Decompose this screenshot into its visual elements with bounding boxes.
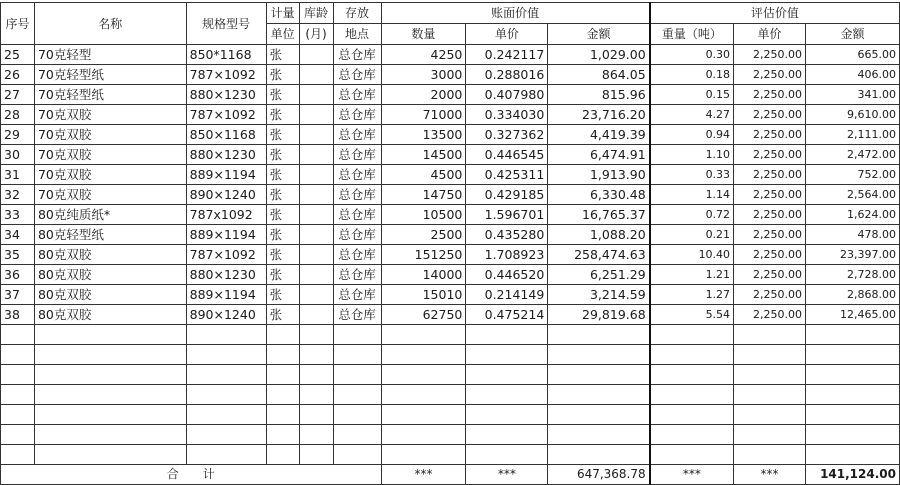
- empty-cell: [548, 365, 650, 385]
- cell-eval-weight: 0.15: [650, 85, 734, 105]
- total-eval-price: ***: [734, 465, 806, 485]
- empty-cell: [805, 405, 899, 425]
- cell-unit: 张: [266, 85, 299, 105]
- cell-seq: 38: [1, 305, 35, 325]
- cell-seq: 26: [1, 65, 35, 85]
- total-book-amount: 647,368.78: [548, 465, 650, 485]
- empty-cell: [1, 405, 35, 425]
- empty-cell: [381, 345, 466, 365]
- cell-eval-price: 2,250.00: [734, 185, 806, 205]
- empty-cell: [650, 365, 734, 385]
- col-header-book-price: 单价: [466, 24, 548, 45]
- cell-location: 总仓库: [333, 105, 381, 125]
- cell-book-price: 0.242117: [466, 45, 548, 65]
- col-header-unit-top: 计量: [266, 3, 299, 24]
- empty-cell: [466, 385, 548, 405]
- empty-row: [1, 325, 900, 345]
- cell-book-price: 1.708923: [466, 245, 548, 265]
- cell-book-amount: 6,330.48: [548, 185, 650, 205]
- col-header-eval-price: 单价: [734, 24, 806, 45]
- cell-age: [299, 45, 333, 65]
- empty-cell: [1, 325, 35, 345]
- cell-book-price: 0.288016: [466, 65, 548, 85]
- cell-unit: 张: [266, 285, 299, 305]
- cell-eval-price: 2,250.00: [734, 225, 806, 245]
- cell-book-price: 0.334030: [466, 105, 548, 125]
- table-row: [1, 285, 900, 305]
- col-header-age-bottom: (月): [299, 24, 333, 45]
- cell-eval-weight: 10.40: [650, 245, 734, 265]
- cell-eval-weight: 1.10: [650, 145, 734, 165]
- empty-cell: [466, 325, 548, 345]
- cell-age: [299, 105, 333, 125]
- cell-eval-amount: 2,868.00: [805, 285, 899, 305]
- empty-cell: [333, 365, 381, 385]
- cell-name: 70克双胶: [34, 105, 186, 125]
- empty-cell: [266, 425, 299, 445]
- cell-eval-price: 2,250.00: [734, 85, 806, 105]
- empty-cell: [186, 385, 266, 405]
- col-header-name: 名称: [34, 3, 186, 45]
- empty-row: [1, 425, 900, 445]
- cell-location: 总仓库: [333, 245, 381, 265]
- cell-location: 总仓库: [333, 125, 381, 145]
- cell-spec: 890×1240: [186, 185, 266, 205]
- empty-cell: [650, 425, 734, 445]
- empty-cell: [266, 405, 299, 425]
- cell-eval-weight: 1.21: [650, 265, 734, 285]
- cell-book-amount: 16,765.37: [548, 205, 650, 225]
- cell-book-amount: 815.96: [548, 85, 650, 105]
- cell-eval-price: 2,250.00: [734, 45, 806, 65]
- empty-cell: [34, 425, 186, 445]
- cell-eval-amount: 478.00: [805, 225, 899, 245]
- col-header-book-amount: 金额: [548, 24, 650, 45]
- table-row: [1, 185, 900, 205]
- empty-cell: [466, 425, 548, 445]
- cell-age: [299, 65, 333, 85]
- cell-seq: 28: [1, 105, 35, 125]
- cell-eval-weight: 0.72: [650, 205, 734, 225]
- cell-eval-price: 2,250.00: [734, 245, 806, 265]
- cell-spec: 880×1230: [186, 265, 266, 285]
- cell-eval-amount: 1,624.00: [805, 205, 899, 225]
- empty-cell: [734, 385, 806, 405]
- empty-cell: [805, 425, 899, 445]
- cell-eval-amount: 2,564.00: [805, 185, 899, 205]
- cell-book-amount: 6,251.29: [548, 265, 650, 285]
- cell-book-qty: 15010: [381, 285, 466, 305]
- cell-eval-weight: 5.54: [650, 305, 734, 325]
- total-book-price: ***: [466, 465, 548, 485]
- empty-cell: [466, 365, 548, 385]
- asset-evaluation-table: [0, 2, 900, 485]
- empty-cell: [734, 345, 806, 365]
- cell-age: [299, 245, 333, 265]
- cell-book-qty: 10500: [381, 205, 466, 225]
- cell-unit: 张: [266, 205, 299, 225]
- empty-cell: [650, 325, 734, 345]
- empty-cell: [548, 345, 650, 365]
- cell-age: [299, 145, 333, 165]
- cell-location: 总仓库: [333, 225, 381, 245]
- empty-cell: [548, 425, 650, 445]
- cell-eval-amount: 23,397.00: [805, 245, 899, 265]
- empty-cell: [299, 345, 333, 365]
- cell-seq: 31: [1, 165, 35, 185]
- cell-eval-amount: 9,610.00: [805, 105, 899, 125]
- cell-name: 80克纯质纸*: [34, 205, 186, 225]
- cell-book-amount: 1,088.20: [548, 225, 650, 245]
- table-row: [1, 205, 900, 225]
- empty-cell: [333, 425, 381, 445]
- empty-cell: [381, 325, 466, 345]
- cell-name: 80克双胶: [34, 265, 186, 285]
- cell-name: 70克双胶: [34, 125, 186, 145]
- cell-book-price: 0.446520: [466, 265, 548, 285]
- cell-age: [299, 85, 333, 105]
- empty-cell: [381, 405, 466, 425]
- empty-cell: [34, 385, 186, 405]
- cell-spec: 850*1168: [186, 45, 266, 65]
- cell-book-qty: 2000: [381, 85, 466, 105]
- table-row: [1, 125, 900, 145]
- empty-cell: [381, 385, 466, 405]
- cell-age: [299, 225, 333, 245]
- table-row: [1, 165, 900, 185]
- cell-book-qty: 62750: [381, 305, 466, 325]
- cell-seq: 37: [1, 285, 35, 305]
- cell-book-amount: 29,819.68: [548, 305, 650, 325]
- total-label: 合 计: [1, 465, 382, 485]
- cell-name: 70克轻型纸: [34, 85, 186, 105]
- cell-eval-amount: 2,472.00: [805, 145, 899, 165]
- empty-cell: [186, 425, 266, 445]
- cell-book-amount: 3,214.59: [548, 285, 650, 305]
- cell-book-price: 0.327362: [466, 125, 548, 145]
- cell-seq: 36: [1, 265, 35, 285]
- cell-book-qty: 3000: [381, 65, 466, 85]
- cell-spec: 787x1092: [186, 205, 266, 225]
- cell-seq: 32: [1, 185, 35, 205]
- cell-unit: 张: [266, 45, 299, 65]
- header-row-1: [1, 3, 900, 24]
- cell-eval-weight: 1.27: [650, 285, 734, 305]
- cell-seq: 30: [1, 145, 35, 165]
- cell-spec: 889×1194: [186, 285, 266, 305]
- cell-spec: 787×1092: [186, 65, 266, 85]
- cell-spec: 850×1168: [186, 125, 266, 145]
- cell-book-qty: 14500: [381, 145, 466, 165]
- table-row: [1, 45, 900, 65]
- cell-location: 总仓库: [333, 85, 381, 105]
- empty-cell: [266, 365, 299, 385]
- cell-unit: 张: [266, 145, 299, 165]
- cell-spec: 890×1240: [186, 305, 266, 325]
- empty-cell: [466, 345, 548, 365]
- cell-unit: 张: [266, 105, 299, 125]
- cell-eval-price: 2,250.00: [734, 65, 806, 85]
- cell-location: 总仓库: [333, 265, 381, 285]
- empty-cell: [186, 325, 266, 345]
- cell-unit: 张: [266, 225, 299, 245]
- total-book-qty: ***: [381, 465, 466, 485]
- col-header-eval-weight: 重量（吨）: [650, 24, 734, 45]
- cell-seq: 27: [1, 85, 35, 105]
- cell-book-qty: 13500: [381, 125, 466, 145]
- cell-eval-weight: 0.33: [650, 165, 734, 185]
- cell-age: [299, 185, 333, 205]
- empty-cell: [1, 365, 35, 385]
- cell-book-amount: 258,474.63: [548, 245, 650, 265]
- col-header-seq: 序号: [1, 3, 35, 45]
- table-row: [1, 145, 900, 165]
- empty-cell: [548, 325, 650, 345]
- col-header-book-value: 账面价值: [381, 3, 650, 24]
- cell-name: 70克轻型: [34, 45, 186, 65]
- empty-cell: [186, 345, 266, 365]
- cell-location: 总仓库: [333, 65, 381, 85]
- empty-cell: [186, 405, 266, 425]
- empty-cell: [266, 345, 299, 365]
- empty-cell: [186, 365, 266, 385]
- empty-cell: [734, 425, 806, 445]
- cell-eval-price: 2,250.00: [734, 165, 806, 185]
- cell-eval-price: 2,250.00: [734, 265, 806, 285]
- cell-eval-price: 2,250.00: [734, 125, 806, 145]
- empty-cell: [1, 425, 35, 445]
- cell-eval-amount: 752.00: [805, 165, 899, 185]
- cell-eval-weight: 0.21: [650, 225, 734, 245]
- cell-eval-amount: 665.00: [805, 45, 899, 65]
- cell-age: [299, 165, 333, 185]
- col-header-eval-value: 评估价值: [650, 3, 900, 24]
- cell-age: [299, 305, 333, 325]
- empty-cell: [266, 325, 299, 345]
- empty-cell: [299, 365, 333, 385]
- col-header-unit-bottom: 单位: [266, 24, 299, 45]
- cell-seq: 29: [1, 125, 35, 145]
- cell-seq: 33: [1, 205, 35, 225]
- cell-eval-amount: 341.00: [805, 85, 899, 105]
- cell-book-qty: 4500: [381, 165, 466, 185]
- table-row: [1, 105, 900, 125]
- empty-cell: [734, 325, 806, 345]
- cell-age: [299, 205, 333, 225]
- cell-eval-price: 2,250.00: [734, 285, 806, 305]
- empty-cell: [650, 385, 734, 405]
- col-header-spec: 规格型号: [186, 3, 266, 45]
- col-header-age-top: 库龄: [299, 3, 333, 24]
- cell-book-price: 1.596701: [466, 205, 548, 225]
- cell-age: [299, 265, 333, 285]
- cell-book-amount: 864.05: [548, 65, 650, 85]
- cell-eval-price: 2,250.00: [734, 105, 806, 125]
- cell-book-amount: 6,474.91: [548, 145, 650, 165]
- cell-eval-amount: 2,728.00: [805, 265, 899, 285]
- cell-location: 总仓库: [333, 205, 381, 225]
- cell-location: 总仓库: [333, 165, 381, 185]
- empty-cell: [34, 345, 186, 365]
- cell-name: 70克轻型纸: [34, 65, 186, 85]
- cell-name: 70克双胶: [34, 145, 186, 165]
- empty-cell: [299, 405, 333, 425]
- empty-cell: [1, 385, 35, 405]
- cell-seq: 34: [1, 225, 35, 245]
- empty-row: [1, 385, 900, 405]
- empty-cell: [734, 365, 806, 385]
- cell-book-price: 0.214149: [466, 285, 548, 305]
- cell-unit: 张: [266, 165, 299, 185]
- cell-unit: 张: [266, 125, 299, 145]
- table-row: [1, 225, 900, 245]
- cell-name: 80克双胶: [34, 285, 186, 305]
- table-row: [1, 65, 900, 85]
- cell-age: [299, 285, 333, 305]
- empty-cell: [805, 325, 899, 345]
- cell-eval-weight: 0.30: [650, 45, 734, 65]
- cell-spec: 787×1092: [186, 105, 266, 125]
- cell-eval-weight: 1.14: [650, 185, 734, 205]
- empty-cell: [34, 325, 186, 345]
- empty-cell: [34, 405, 186, 425]
- empty-cell: [299, 425, 333, 445]
- cell-book-qty: 71000: [381, 105, 466, 125]
- cell-location: 总仓库: [333, 285, 381, 305]
- cell-unit: 张: [266, 65, 299, 85]
- cell-spec: 880×1230: [186, 85, 266, 105]
- empty-cell: [333, 325, 381, 345]
- cell-book-price: 0.475214: [466, 305, 548, 325]
- empty-cell: [333, 345, 381, 365]
- cell-name: 70克双胶: [34, 185, 186, 205]
- cell-book-amount: 1,913.90: [548, 165, 650, 185]
- col-header-loc-top: 存放: [333, 3, 381, 24]
- cell-location: 总仓库: [333, 185, 381, 205]
- cell-eval-weight: 0.18: [650, 65, 734, 85]
- empty-cell: [333, 405, 381, 425]
- cell-seq: 35: [1, 245, 35, 265]
- empty-cell: [734, 405, 806, 425]
- col-header-loc-bottom: 地点: [333, 24, 381, 45]
- cell-book-qty: 2500: [381, 225, 466, 245]
- table-row: [1, 265, 900, 285]
- cell-name: 70克双胶: [34, 165, 186, 185]
- empty-row: [1, 345, 900, 365]
- cell-unit: 张: [266, 265, 299, 285]
- cell-unit: 张: [266, 185, 299, 205]
- table-row: [1, 305, 900, 325]
- cell-unit: 张: [266, 245, 299, 265]
- empty-cell: [333, 385, 381, 405]
- cell-eval-amount: 12,465.00: [805, 305, 899, 325]
- empty-cell: [466, 405, 548, 425]
- empty-cell: [299, 385, 333, 405]
- col-header-eval-amount: 金额: [805, 24, 899, 45]
- cell-name: 80克双胶: [34, 245, 186, 265]
- cell-book-amount: 4,419.39: [548, 125, 650, 145]
- cell-name: 80克轻型纸: [34, 225, 186, 245]
- empty-row: [1, 365, 900, 385]
- cell-book-qty: 151250: [381, 245, 466, 265]
- total-row: [1, 465, 900, 485]
- cell-name: 80克双胶: [34, 305, 186, 325]
- cell-unit: 张: [266, 305, 299, 325]
- cell-book-amount: 23,716.20: [548, 105, 650, 125]
- empty-cell: [805, 385, 899, 405]
- cell-eval-weight: 0.94: [650, 125, 734, 145]
- cell-age: [299, 125, 333, 145]
- cell-book-qty: 14000: [381, 265, 466, 285]
- cell-location: 总仓库: [333, 145, 381, 165]
- cell-eval-weight: 4.27: [650, 105, 734, 125]
- total-eval-amount: 141,124.00: [805, 465, 899, 485]
- cell-eval-price: 2,250.00: [734, 305, 806, 325]
- empty-cell: [548, 385, 650, 405]
- empty-cell: [34, 365, 186, 385]
- cell-location: 总仓库: [333, 45, 381, 65]
- empty-cell: [266, 385, 299, 405]
- empty-cell: [299, 325, 333, 345]
- empty-row: [1, 405, 900, 425]
- empty-cell: [650, 405, 734, 425]
- cell-eval-amount: 406.00: [805, 65, 899, 85]
- cell-book-price: 0.429185: [466, 185, 548, 205]
- cell-book-price: 0.446545: [466, 145, 548, 165]
- cell-location: 总仓库: [333, 305, 381, 325]
- empty-cell: [548, 405, 650, 425]
- empty-cell: [805, 365, 899, 385]
- cell-eval-price: 2,250.00: [734, 145, 806, 165]
- empty-cell: [1, 345, 35, 365]
- cell-book-qty: 4250: [381, 45, 466, 65]
- cell-book-price: 0.407980: [466, 85, 548, 105]
- cell-spec: 889×1194: [186, 165, 266, 185]
- cell-seq: 25: [1, 45, 35, 65]
- empty-cell: [381, 425, 466, 445]
- cell-book-amount: 1,029.00: [548, 45, 650, 65]
- cell-book-price: 0.425311: [466, 165, 548, 185]
- cell-spec: 787×1092: [186, 245, 266, 265]
- cell-spec: 880×1230: [186, 145, 266, 165]
- cell-eval-price: 2,250.00: [734, 205, 806, 225]
- empty-cell: [650, 345, 734, 365]
- total-eval-weight: ***: [650, 465, 734, 485]
- cell-eval-amount: 2,111.00: [805, 125, 899, 145]
- cell-book-price: 0.435280: [466, 225, 548, 245]
- table-row: [1, 85, 900, 105]
- col-header-book-qty: 数量: [381, 24, 466, 45]
- empty-cell: [805, 345, 899, 365]
- cell-book-qty: 14750: [381, 185, 466, 205]
- empty-cell: [381, 365, 466, 385]
- table-row: [1, 245, 900, 265]
- cell-spec: 889×1194: [186, 225, 266, 245]
